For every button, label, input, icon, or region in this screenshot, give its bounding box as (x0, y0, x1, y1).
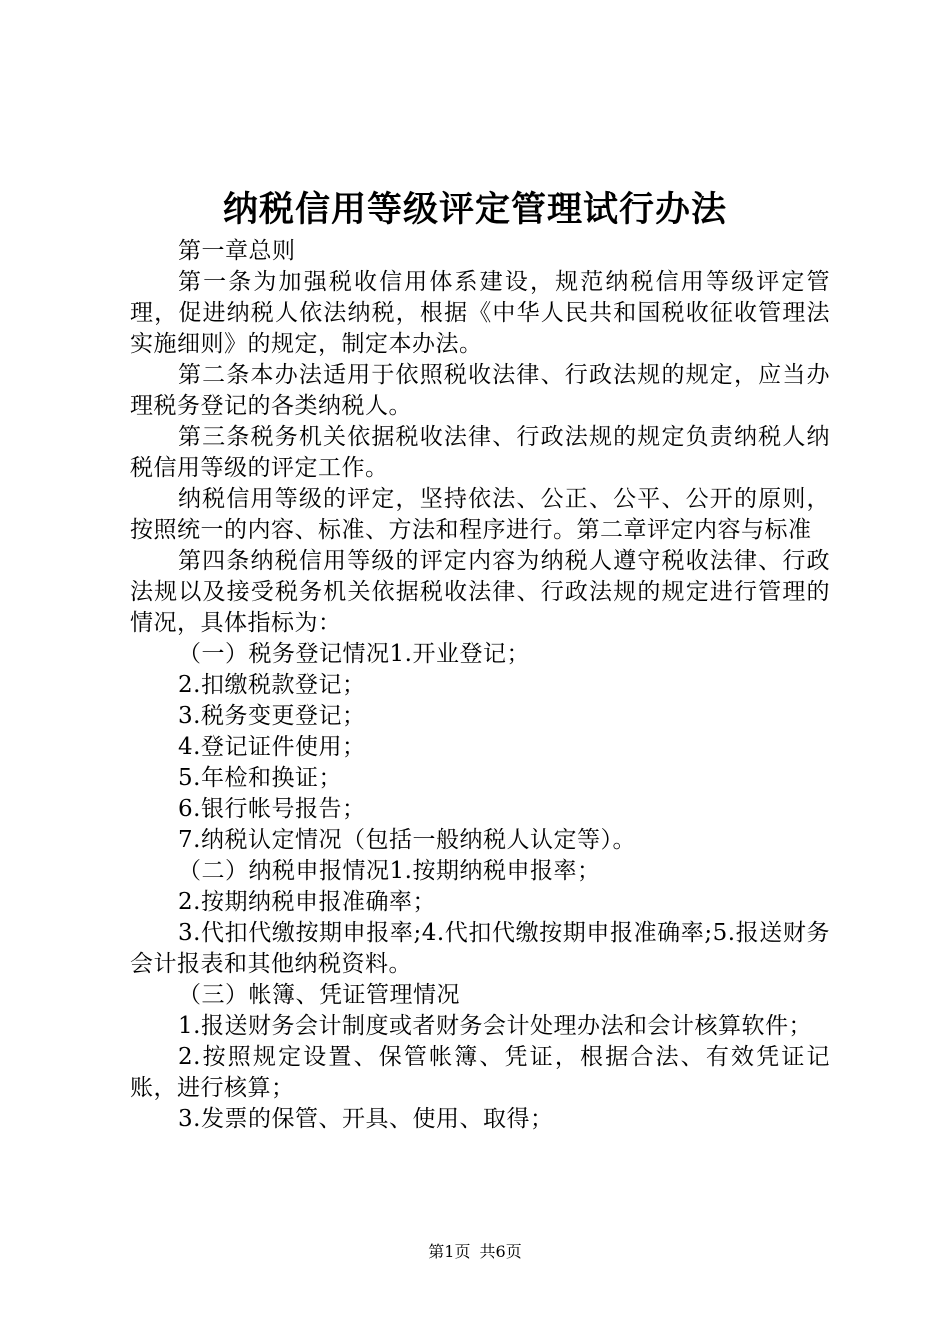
list-item: 2.按期纳税申报准确率； (178, 889, 436, 915)
list-item: （三）帐簿、凭证管理情况 (178, 982, 460, 1008)
list-item: 6.银行帐号报告； (178, 796, 366, 822)
document-body (130, 236, 830, 1135)
article-3: 第三条税务机关依据税收法律、行政法规的规定负责纳税人纳税信用等级的评定工作。 (130, 424, 830, 481)
article-1: 第一条为加强税收信用体系建设，规范纳税信用等级评定管理，促进纳税人依法纳税，根据《中华人民共和国税收征收管理法实施细则》的规定，制定本办法。 (130, 269, 830, 357)
article-2: 第二条本办法适用于依照税收法律、行政法规的规定，应当办理税务登记的各类纳税人。 (130, 362, 830, 419)
page-footer (0, 1240, 950, 1264)
list-item: （二）纳税申报情况1.按期纳税申报率； (178, 858, 601, 884)
page-number: 第1页 (428, 1242, 471, 1261)
article-4: 第四条纳税信用等级的评定内容为纳税人遵守税收法律、行政法规以及接受税务机关依据税收法律、行政法规的规定进行管理的情况，具体指标为： (130, 548, 830, 636)
list-item: 2.扣缴税款登记； (178, 672, 366, 698)
list-item: 3.发票的保管、开具、使用、取得； (178, 1106, 554, 1132)
list-item: （一）税务登记情况1.开业登记； (178, 641, 530, 667)
list-item: 3.代扣代缴按期申报率;4.代扣代缴按期申报准确率;5.报送财务会计报表和其他纳税资料。 (130, 920, 830, 977)
list-item: 5.年检和换证； (178, 765, 342, 791)
page-total: 共6页 (479, 1242, 522, 1261)
list-item: 2.按照规定设置、保管帐簿、凭证，根据合法、有效凭证记账，进行核算； (130, 1044, 830, 1101)
list-item: 3.税务变更登记； (178, 703, 366, 729)
chapter-heading-1: 第一章总则 (178, 238, 296, 264)
list-item: 1.报送财务会计制度或者财务会计处理办法和会计核算软件； (178, 1013, 812, 1039)
document-title: 纳税信用等级评定管理试行办法 (222, 189, 727, 230)
article-3-principle: 纳税信用等级的评定，坚持依法、公正、公平、公开的原则，按照统一的内容、标准、方法和程序进行。第二章评定内容与标准 (130, 486, 830, 543)
list-item: 4.登记证件使用； (178, 734, 366, 760)
list-item: 7.纳税认定情况（包括一般纳税人认定等）。 (178, 827, 636, 853)
